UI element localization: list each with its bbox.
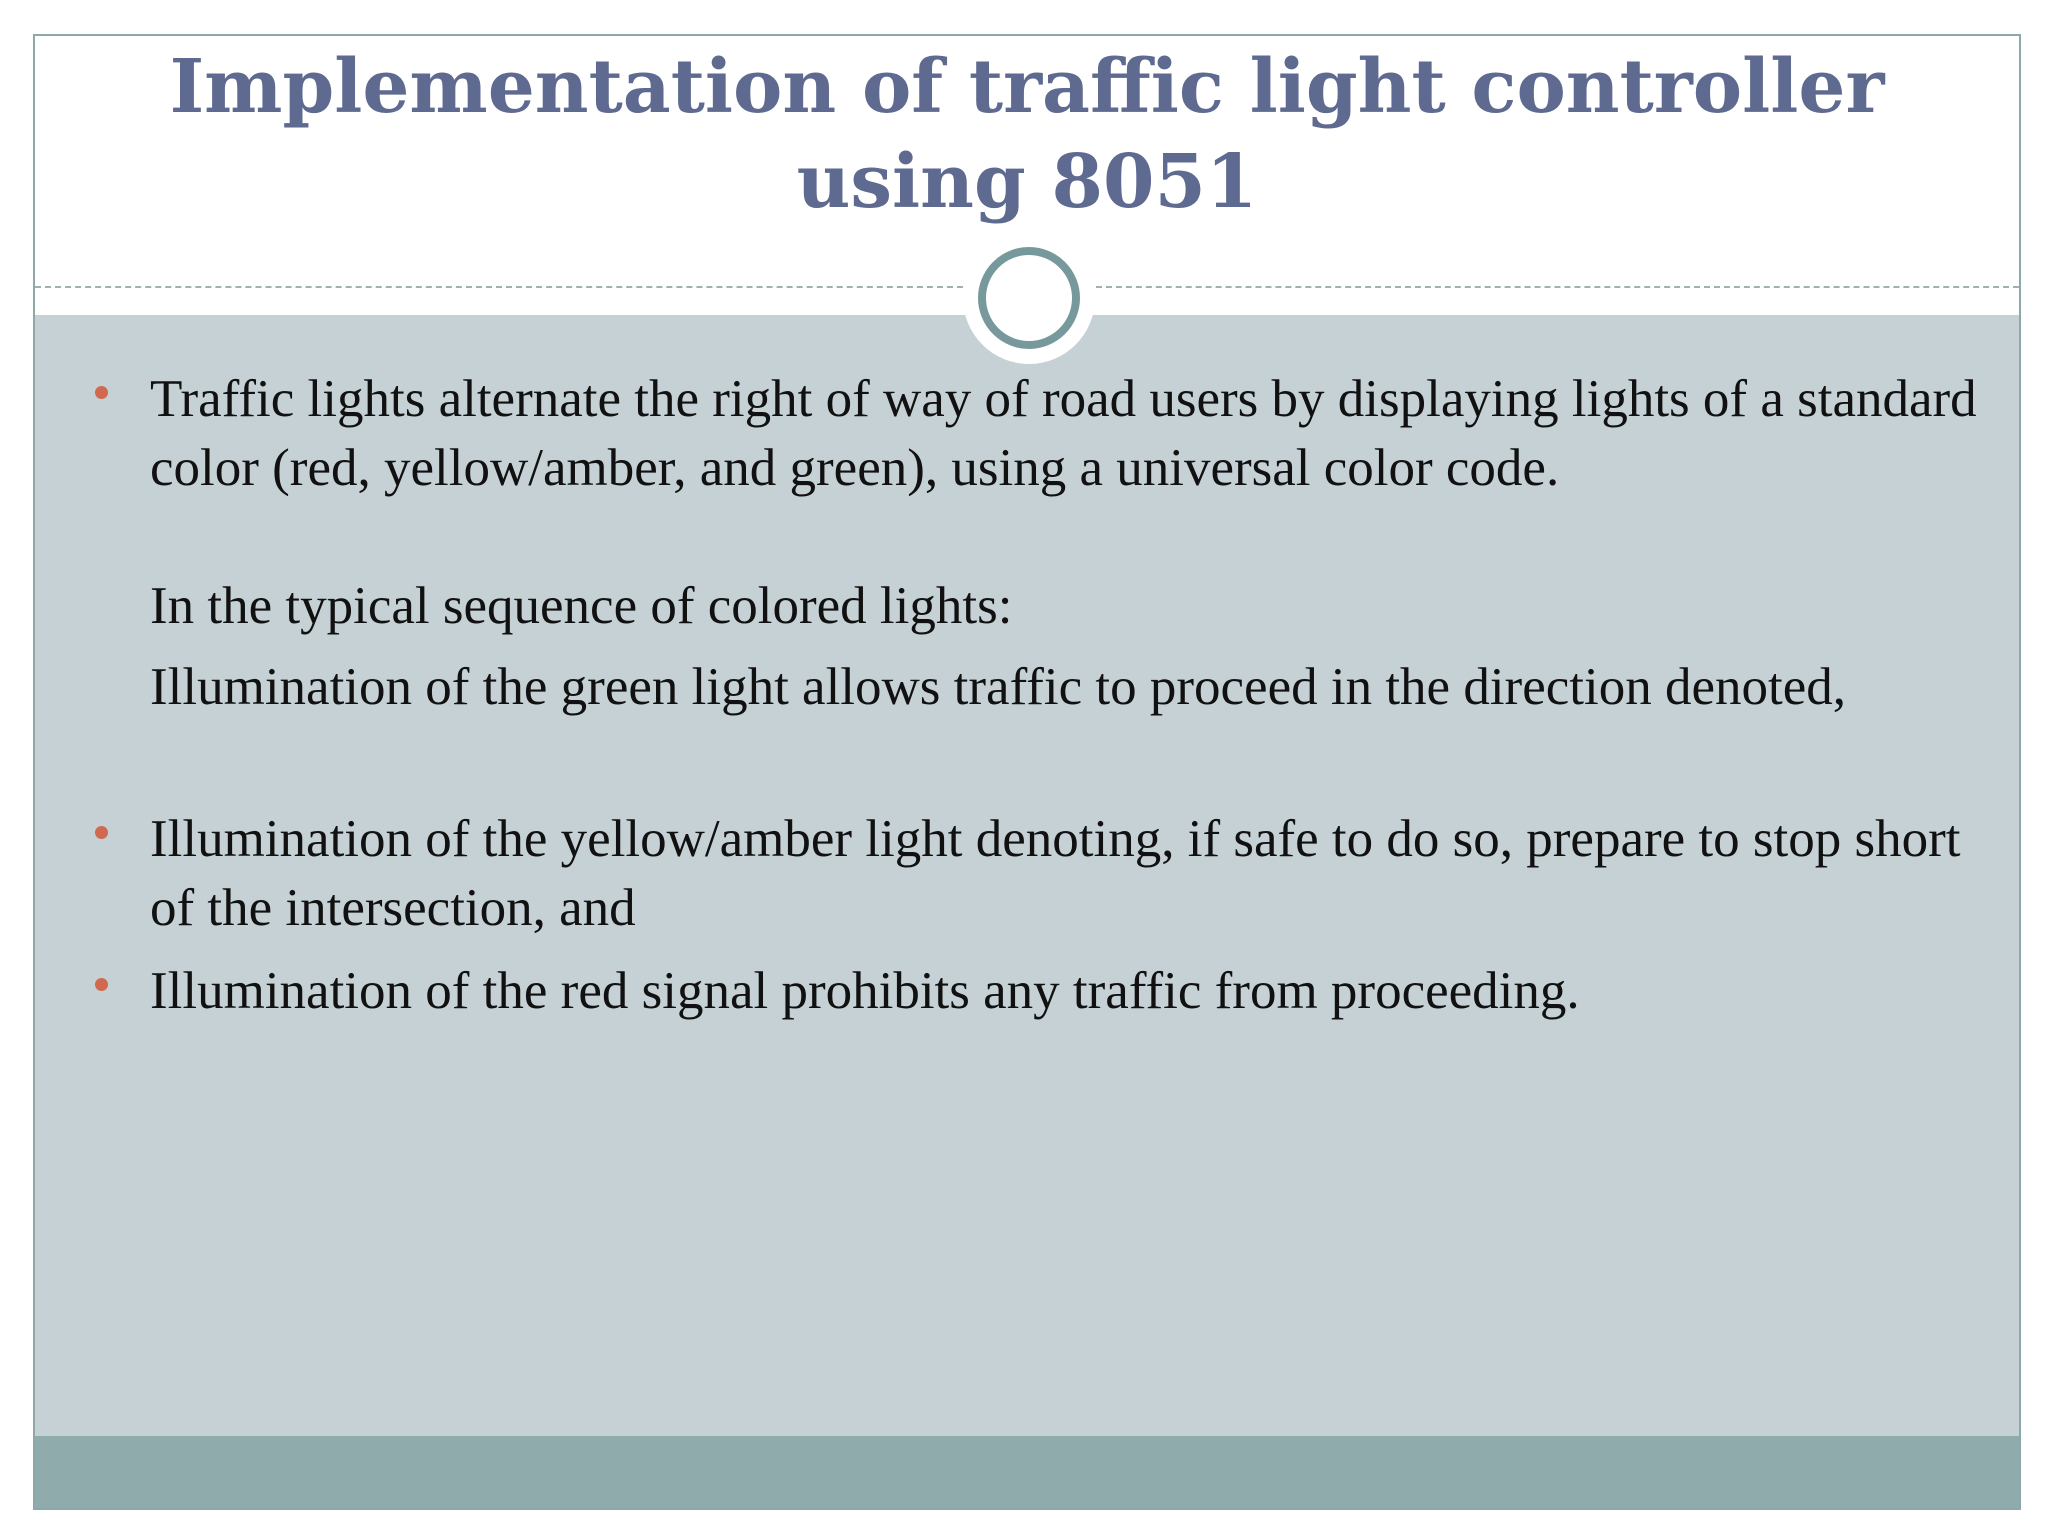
slide bbox=[33, 34, 2021, 1510]
slide-title: Implementation of traffic light controller using 8051 bbox=[169, 44, 1885, 225]
paragraph-1: Traffic lights alternate the right of way of road users by displaying lights of a standard color (red, yellow/amber, and green), using a universal color code. bbox=[150, 370, 1977, 497]
paragraph-4: Illumination of the yellow/amber light denoting, if safe to do so, prepare to stop short of the intersection, and bbox=[150, 810, 1961, 937]
title-divider-right bbox=[1096, 286, 2019, 288]
footer-band bbox=[35, 1436, 2019, 1510]
paragraph-3: Illumination of the green light allows traffic to proceed in the direction denoted, bbox=[150, 658, 1846, 716]
bullet-dot-icon bbox=[95, 978, 108, 991]
paragraph-2: In the typical sequence of colored lights: bbox=[150, 577, 1013, 635]
paragraph-5: Illumination of the red signal prohibits any traffic from proceeding. bbox=[150, 962, 1580, 1020]
divider-circle-icon bbox=[978, 247, 1080, 349]
title-divider-left bbox=[35, 286, 963, 288]
bullet-dot-icon bbox=[95, 826, 108, 839]
bullet-dot-icon bbox=[95, 386, 108, 399]
